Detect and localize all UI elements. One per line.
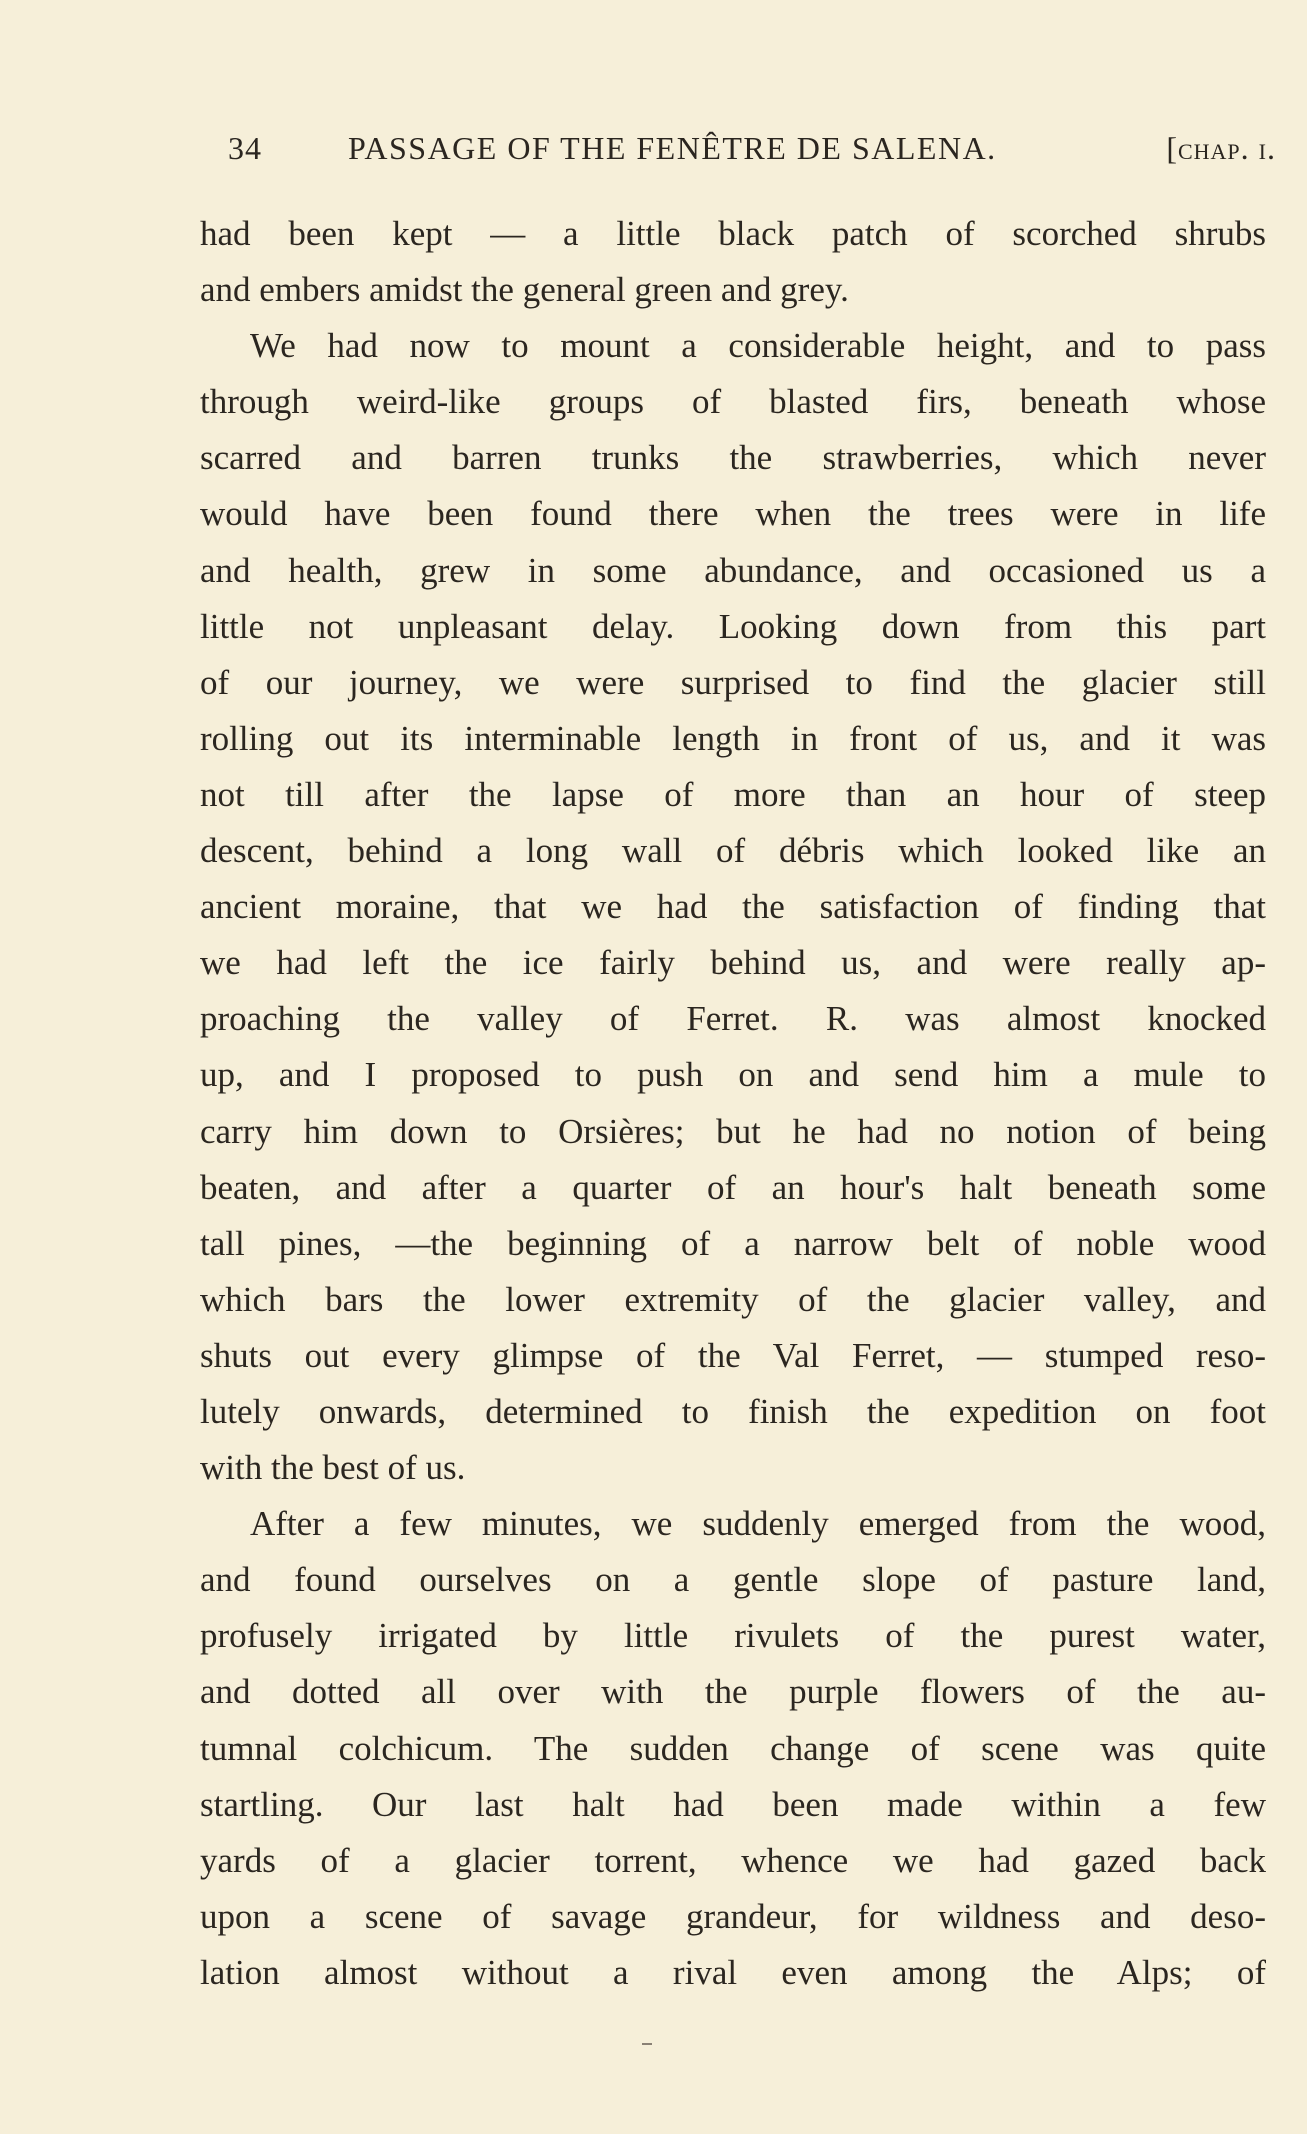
paragraph [200, 318, 1266, 1496]
text-line: little not unpleasant delay. Looking down from this part [200, 606, 1266, 646]
chapter-marker: [chap. i. [1166, 130, 1276, 166]
text-line: and health, grew in some abundance, and occasioned us a [200, 550, 1266, 590]
text-line: ancient moraine, that we had the satisfaction of finding that [200, 887, 1266, 927]
text-line: and found ourselves on a gentle slope of pasture land, [200, 1560, 1266, 1600]
text-line: and embers amidst the general green and grey. [200, 270, 849, 310]
paragraph [200, 1496, 1266, 2001]
text-line: of our journey, we were surprised to find the glacier still [200, 662, 1266, 702]
text-line: upon a scene of savage grandeur, for wildness and deso- [200, 1896, 1266, 1936]
text-line: We had now to mount a considerable height, and to pass [250, 326, 1266, 366]
text-line: with the best of us. [200, 1448, 466, 1488]
text-line: startling. Our last halt had been made within a few [200, 1784, 1266, 1824]
text-line: had been kept — a little black patch of scorched shrubs [200, 214, 1266, 253]
text-line: and dotted all over with the purple flowers of the au- [200, 1672, 1266, 1712]
text-line: profusely irrigated by little rivulets of the purest water, [200, 1616, 1266, 1656]
text-line: not till after the lapse of more than an hour of steep [200, 774, 1266, 814]
text-line: through weird-like groups of blasted firs, beneath whose [200, 382, 1266, 422]
text-line: yards of a glacier torrent, whence we had gazed back [200, 1840, 1266, 1880]
text-line: lutely onwards, determined to finish the expedition on foot [200, 1391, 1266, 1431]
running-head [228, 130, 1276, 174]
text-line: rolling out its interminable length in front of us, and it was [200, 718, 1266, 758]
text-line: beaten, and after a quarter of an hour's halt beneath some [200, 1167, 1266, 1207]
text-line: proaching the valley of Ferret. R. was almost knocked [200, 999, 1266, 1039]
text-line: After a few minutes, we suddenly emerged from the wood, [250, 1504, 1266, 1544]
text-line: lation almost without a rival even among the Alps; of [200, 1952, 1266, 1992]
text-line: carry him down to Orsières; but he had no notion of being [200, 1111, 1266, 1151]
text-line: would have been found there when the trees were in life [200, 494, 1266, 534]
text-line: tall pines, —the beginning of a narrow belt of noble wood [200, 1223, 1266, 1263]
running-title: PASSAGE OF THE FENÊTRE DE SALENA. [348, 130, 997, 166]
text-line: up, and I proposed to push on and send him a mule to [200, 1055, 1266, 1095]
page-number: 34 [228, 130, 262, 166]
text-line: descent, behind a long wall of débris which looked like an [200, 831, 1266, 871]
paragraph [200, 206, 1266, 318]
text-line: which bars the lower extremity of the glacier valley, and [200, 1279, 1266, 1319]
text-line: shuts out every glimpse of the Val Ferret, — stumped reso- [200, 1335, 1266, 1375]
text-line: we had left the ice fairly behind us, and were really ap- [200, 943, 1266, 983]
text-line: tumnal colchicum. The sudden change of scene was quite [200, 1728, 1266, 1768]
printer-mark [642, 2043, 652, 2045]
text-line: scarred and barren trunks the strawberries, which never [200, 438, 1266, 478]
body-text [200, 206, 1266, 2001]
